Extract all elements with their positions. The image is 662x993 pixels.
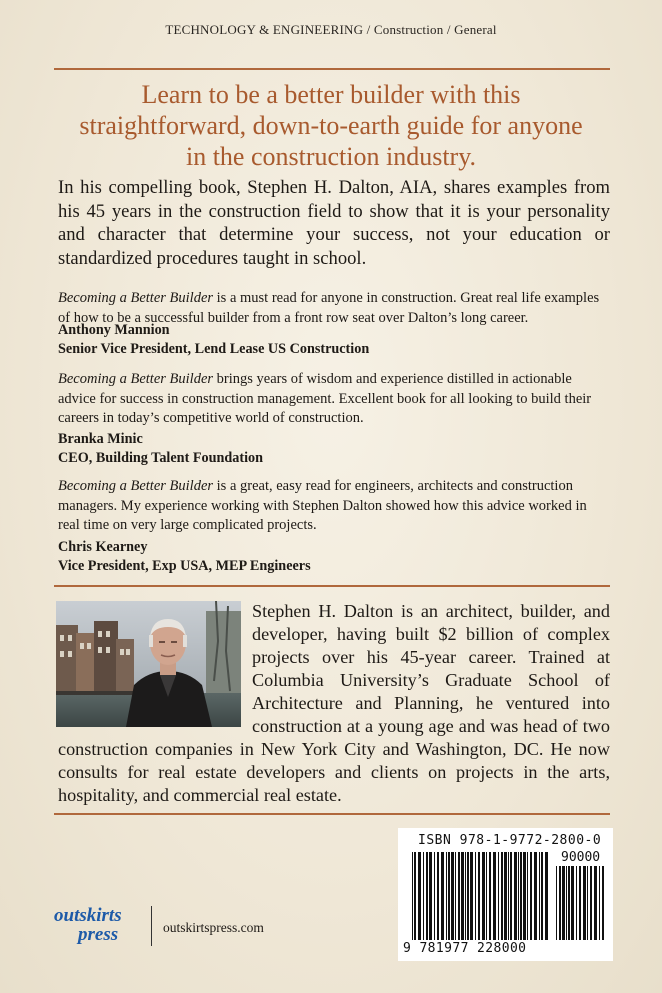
barcode-bar: [541, 852, 543, 940]
intro-paragraph: In his compelling book, Stephen H. Dalton, AIA, shares examples from his 45 years in the construction field to show that it is your personality and character that determine your success, not your education or standardized procedures taught in school.: [58, 177, 610, 269]
book-title: Becoming a Better Builder: [58, 290, 214, 306]
barcode-bar: [470, 852, 473, 940]
barcode-bar: [539, 852, 540, 940]
barcode-bar: [429, 852, 432, 940]
bio-text: Stephen H. Dalton is an architect, builder, and developer, having built $2 billion of complex projects over his 45-year career. Trained at Columbia University’s Graduate School of Architecture and Planning, he ventured into construction at a young age and was head of two construction companies in New York City and Washington, DC. He now consults for real estate developers and clients on projects in the arts, hospitality, and commercial real estate.: [58, 601, 610, 805]
barcode-bar: [426, 852, 428, 940]
barcode-bar: [498, 852, 499, 940]
barcode-digits: 9 781977 228000: [403, 941, 527, 956]
barcode-bar: [489, 852, 491, 940]
book-title: Becoming a Better Builder: [58, 478, 214, 494]
quote-text: is a must read for anyone in construction. Great real life examples of how to be a successful builder from a front row seat over Dalton’s long career.: [58, 290, 600, 326]
top-divider: [54, 68, 610, 70]
barcode-bar: [579, 866, 581, 940]
endorser-name: Anthony Mannion: [58, 322, 170, 338]
endorser-name: Chris Kearney: [58, 539, 148, 555]
barcode-bar: [599, 866, 600, 940]
barcode-bar: [520, 852, 522, 940]
barcode-bar: [423, 852, 424, 940]
barcode-bar: [587, 866, 588, 940]
logo-text-line2: press: [78, 924, 119, 945]
barcode-bar: [523, 852, 526, 940]
photo-wrap-spacer: [58, 600, 252, 737]
publisher-divider: [151, 906, 152, 946]
barcode-bar: [566, 866, 567, 940]
barcode-bar: [518, 852, 519, 940]
barcode-bar: [571, 866, 574, 940]
middle-divider: [54, 585, 610, 587]
barcode-bar: [602, 866, 604, 940]
endorser-name: Branka Minic: [58, 431, 143, 447]
barcode-bar: [594, 866, 597, 940]
barcode-bar: [534, 852, 537, 940]
barcode-bar: [559, 866, 561, 940]
endorser-role: CEO, Building Talent Foundation: [58, 450, 264, 466]
barcode-bar: [486, 852, 487, 940]
author-bio: [58, 600, 610, 807]
barcode-bar: [465, 852, 466, 940]
category-line: TECHNOLOGY & ENGINEERING / Construction / General: [165, 22, 497, 37]
book-title: Becoming a Better Builder: [58, 371, 214, 387]
barcode-bar: [461, 852, 464, 940]
barcode-bar: [556, 866, 557, 940]
isbn-label: ISBN 978-1-9772-2800-0: [418, 833, 602, 848]
barcode-bar: [434, 852, 435, 940]
barcode-bar: [510, 852, 512, 940]
barcode-bar: [458, 852, 460, 940]
barcode-bar: [493, 852, 496, 940]
endorsement-quote: [58, 370, 610, 429]
barcode-bar: [455, 852, 456, 940]
barcode-bar: [418, 852, 421, 940]
barcode-bar: [441, 852, 444, 940]
barcode-bar: [437, 852, 439, 940]
barcode-bar: [508, 852, 509, 940]
barcode-bar: [576, 866, 577, 940]
publisher-url: outskirtspress.com: [163, 920, 264, 935]
logo-text-line1: outskirts: [54, 905, 122, 926]
barcode-bar: [412, 852, 413, 940]
barcode-bar: [504, 852, 507, 940]
endorsement-quote: [58, 477, 610, 536]
barcode-bar: [414, 852, 416, 940]
barcode-bar: [478, 852, 480, 940]
barcode-bar: [527, 852, 528, 940]
quote-text: is a great, easy read for engineers, architects and construction managers. My experience working with Stephen Dalton showed how this advice worked in real time on very large complicated projects.: [58, 478, 587, 533]
barcode-bar: [545, 852, 548, 940]
endorser-role: Vice President, Exp USA, MEP Engineers: [58, 558, 311, 574]
barcode-bar: [501, 852, 503, 940]
barcode-bar: [583, 866, 586, 940]
barcode-bar: [530, 852, 532, 940]
barcode-bar: [482, 852, 485, 940]
barcode-bar: [562, 866, 565, 940]
publisher-logo: [54, 905, 144, 949]
barcode-bar: [451, 852, 454, 940]
barcode-bar: [568, 866, 570, 940]
barcode-bar: [446, 852, 447, 940]
quote-text: brings years of wisdom and experience distilled in actionable advice for success in construction management. Excellent book for all looking to build their careers in today’s competitive world of construction.: [58, 371, 592, 426]
price-code: 90000: [561, 850, 601, 865]
barcode-bar: [475, 852, 476, 940]
barcode-bar: [448, 852, 450, 940]
barcode-bar: [467, 852, 469, 940]
headline: Learn to be a better builder with this straightforward, down-to-earth guide for anyone in the construction industry.: [79, 80, 583, 171]
endorser-role: Senior Vice President, Lend Lease US Construction: [58, 341, 370, 357]
barcode-bar: [514, 852, 517, 940]
bottom-divider: [54, 813, 610, 815]
barcode-bar: [590, 866, 592, 940]
